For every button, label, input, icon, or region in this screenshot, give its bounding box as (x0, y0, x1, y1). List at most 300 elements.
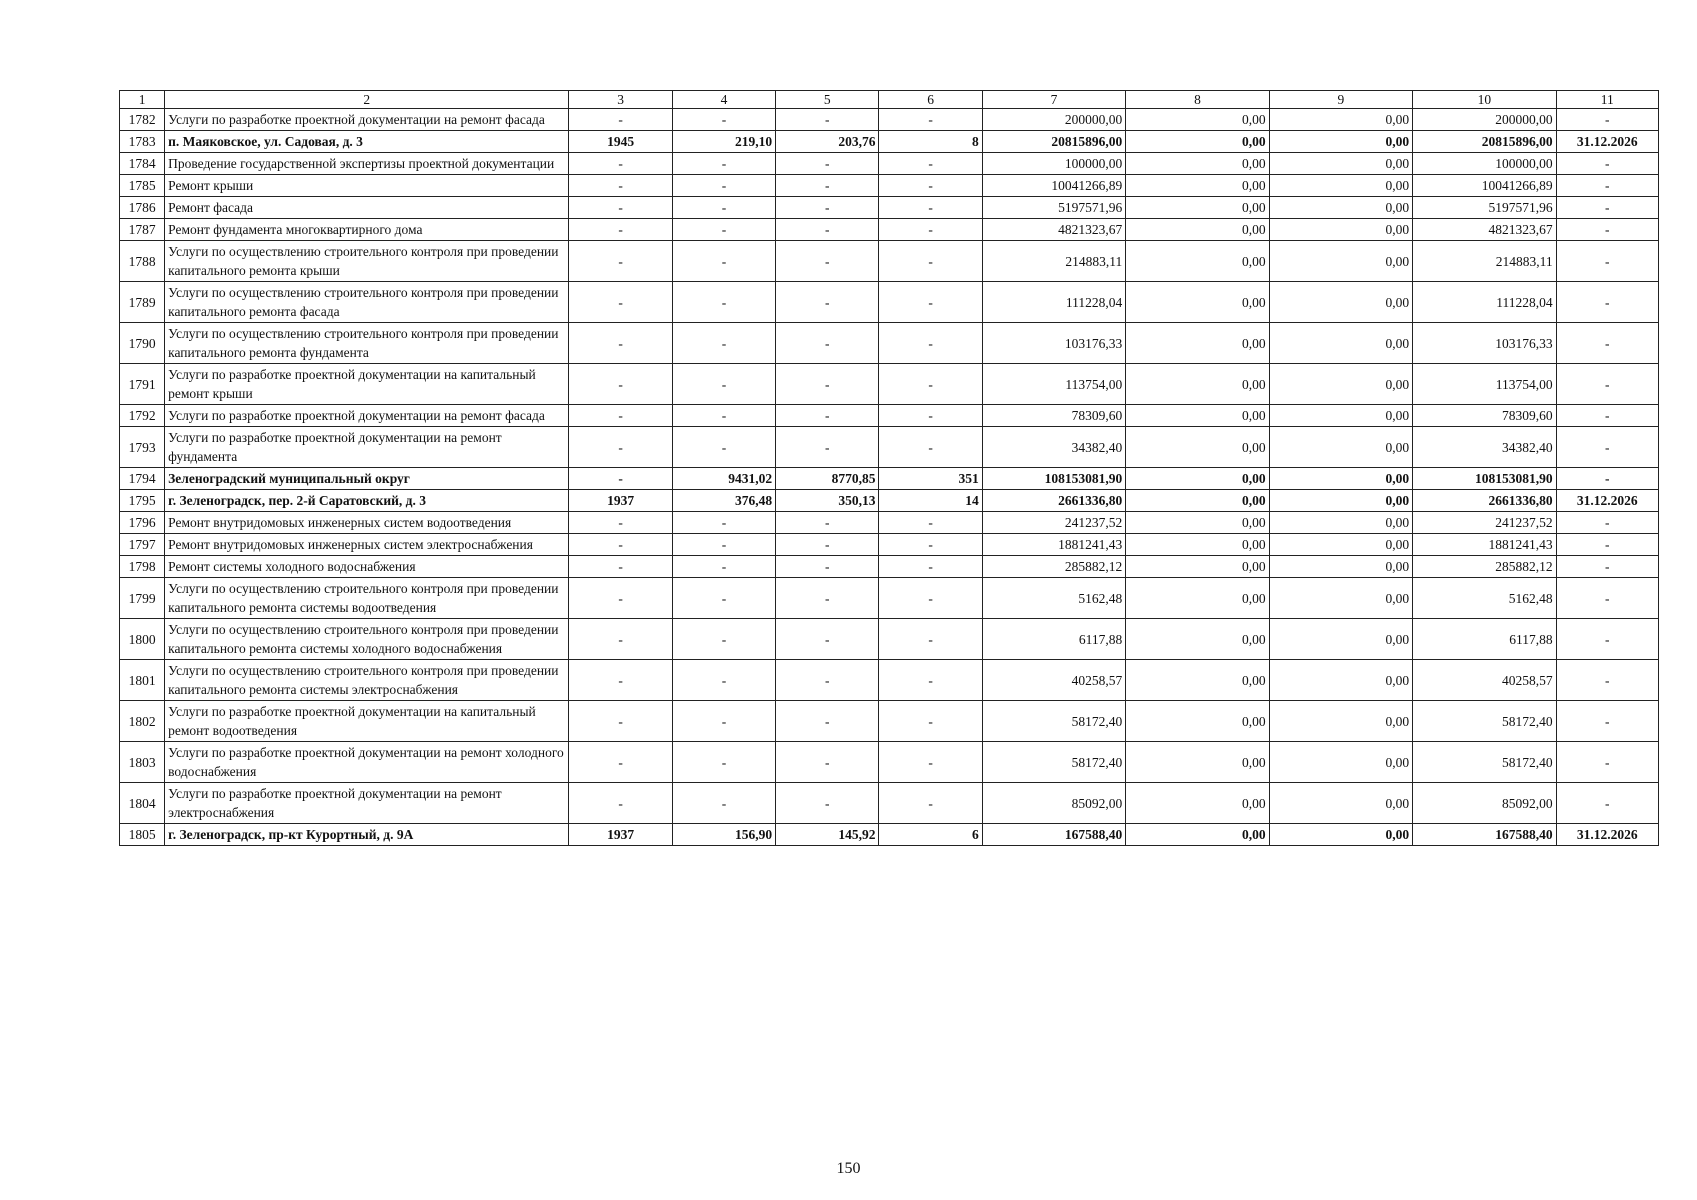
residents-cell: - (879, 660, 982, 701)
fund-support-cell: 0,00 (1126, 468, 1269, 490)
living-area-cell: 203,76 (776, 131, 879, 153)
owner-funds-cell: 113754,00 (1413, 364, 1556, 405)
table-row (120, 175, 1659, 197)
living-area-cell: - (776, 153, 879, 175)
table-row (120, 742, 1659, 783)
row-number-cell: 1796 (120, 512, 165, 534)
completion-date-cell: 31.12.2026 (1556, 824, 1658, 846)
completion-date-cell: - (1556, 701, 1658, 742)
owner-funds-cell: 200000,00 (1413, 109, 1556, 131)
residents-cell: - (879, 109, 982, 131)
row-number-cell: 1797 (120, 534, 165, 556)
owner-funds-cell: 34382,40 (1413, 427, 1556, 468)
total-area-cell: - (672, 578, 775, 619)
year-built-cell: - (569, 468, 672, 490)
total-cost-cell: 2661336,80 (982, 490, 1125, 512)
work-name-cell: Услуги по разработке проектной документации на ремонт фасада (165, 109, 569, 131)
budget-funds-cell: 0,00 (1269, 468, 1412, 490)
table-row (120, 405, 1659, 427)
total-area-cell: - (672, 742, 775, 783)
total-cost-cell: 6117,88 (982, 619, 1125, 660)
residents-cell: - (879, 427, 982, 468)
total-area-cell: - (672, 427, 775, 468)
row-number-cell: 1800 (120, 619, 165, 660)
budget-funds-cell: 0,00 (1269, 241, 1412, 282)
year-built-cell: 1937 (569, 490, 672, 512)
table-row (120, 556, 1659, 578)
owner-funds-cell: 20815896,00 (1413, 131, 1556, 153)
total-cost-cell: 200000,00 (982, 109, 1125, 131)
table-row (120, 131, 1659, 153)
budget-funds-cell: 0,00 (1269, 197, 1412, 219)
header-cell: 9 (1269, 91, 1412, 109)
year-built-cell: - (569, 197, 672, 219)
owner-funds-cell: 111228,04 (1413, 282, 1556, 323)
completion-date-cell: - (1556, 197, 1658, 219)
year-built-cell: - (569, 512, 672, 534)
header-cell: 1 (120, 91, 165, 109)
completion-date-cell: - (1556, 534, 1658, 556)
completion-date-cell: - (1556, 364, 1658, 405)
fund-support-cell: 0,00 (1126, 512, 1269, 534)
residents-cell: - (879, 742, 982, 783)
residents-cell: - (879, 534, 982, 556)
header-cell: 4 (672, 91, 775, 109)
owner-funds-cell: 285882,12 (1413, 556, 1556, 578)
total-area-cell: - (672, 153, 775, 175)
total-area-cell: - (672, 323, 775, 364)
total-area-cell: - (672, 197, 775, 219)
total-cost-cell: 40258,57 (982, 660, 1125, 701)
works-table (119, 90, 1659, 846)
completion-date-cell: - (1556, 323, 1658, 364)
budget-funds-cell: 0,00 (1269, 109, 1412, 131)
year-built-cell: - (569, 405, 672, 427)
fund-support-cell: 0,00 (1126, 219, 1269, 241)
total-area-cell: 9431,02 (672, 468, 775, 490)
budget-funds-cell: 0,00 (1269, 578, 1412, 619)
row-number-cell: 1786 (120, 197, 165, 219)
total-area-cell: - (672, 534, 775, 556)
year-built-cell: - (569, 427, 672, 468)
table-row (120, 490, 1659, 512)
work-name-cell: Услуги по осуществлению строительного контроля при проведении капитального ремонта фасада (165, 282, 569, 323)
work-name-cell: Услуги по разработке проектной документации на ремонт фундамента (165, 427, 569, 468)
fund-support-cell: 0,00 (1126, 534, 1269, 556)
budget-funds-cell: 0,00 (1269, 131, 1412, 153)
year-built-cell: - (569, 783, 672, 824)
residents-cell: 8 (879, 131, 982, 153)
row-number-cell: 1792 (120, 405, 165, 427)
residents-cell: 351 (879, 468, 982, 490)
residents-cell: - (879, 323, 982, 364)
completion-date-cell: - (1556, 556, 1658, 578)
living-area-cell: - (776, 619, 879, 660)
living-area-cell: - (776, 405, 879, 427)
total-cost-cell: 78309,60 (982, 405, 1125, 427)
year-built-cell: - (569, 556, 672, 578)
owner-funds-cell: 5162,48 (1413, 578, 1556, 619)
budget-funds-cell: 0,00 (1269, 534, 1412, 556)
budget-funds-cell: 0,00 (1269, 323, 1412, 364)
completion-date-cell: - (1556, 427, 1658, 468)
fund-support-cell: 0,00 (1126, 197, 1269, 219)
work-name-cell: Услуги по разработке проектной документации на капитальный ремонт водоотведения (165, 701, 569, 742)
row-number-cell: 1804 (120, 783, 165, 824)
total-cost-cell: 34382,40 (982, 427, 1125, 468)
owner-funds-cell: 40258,57 (1413, 660, 1556, 701)
total-cost-cell: 4821323,67 (982, 219, 1125, 241)
living-area-cell: 8770,85 (776, 468, 879, 490)
living-area-cell: - (776, 783, 879, 824)
budget-funds-cell: 0,00 (1269, 490, 1412, 512)
total-cost-cell: 113754,00 (982, 364, 1125, 405)
fund-support-cell: 0,00 (1126, 282, 1269, 323)
fund-support-cell: 0,00 (1126, 701, 1269, 742)
table-row (120, 534, 1659, 556)
residents-cell: - (879, 175, 982, 197)
budget-funds-cell: 0,00 (1269, 427, 1412, 468)
budget-funds-cell: 0,00 (1269, 405, 1412, 427)
year-built-cell: - (569, 619, 672, 660)
budget-funds-cell: 0,00 (1269, 175, 1412, 197)
total-area-cell: - (672, 241, 775, 282)
row-number-cell: 1784 (120, 153, 165, 175)
total-area-cell: - (672, 660, 775, 701)
table-row (120, 427, 1659, 468)
row-number-cell: 1789 (120, 282, 165, 323)
total-cost-cell: 167588,40 (982, 824, 1125, 846)
completion-date-cell: - (1556, 153, 1658, 175)
row-number-cell: 1785 (120, 175, 165, 197)
work-name-cell: Ремонт внутридомовых инженерных систем электроснабжения (165, 534, 569, 556)
living-area-cell: - (776, 364, 879, 405)
budget-funds-cell: 0,00 (1269, 282, 1412, 323)
completion-date-cell: - (1556, 578, 1658, 619)
year-built-cell: - (569, 175, 672, 197)
table-row (120, 153, 1659, 175)
total-cost-cell: 85092,00 (982, 783, 1125, 824)
completion-date-cell: 31.12.2026 (1556, 131, 1658, 153)
header-cell: 7 (982, 91, 1125, 109)
completion-date-cell: - (1556, 742, 1658, 783)
living-area-cell: - (776, 323, 879, 364)
residents-cell: 14 (879, 490, 982, 512)
row-number-cell: 1783 (120, 131, 165, 153)
owner-funds-cell: 6117,88 (1413, 619, 1556, 660)
total-area-cell: - (672, 364, 775, 405)
table-row (120, 578, 1659, 619)
fund-support-cell: 0,00 (1126, 109, 1269, 131)
year-built-cell: - (569, 282, 672, 323)
residents-cell: - (879, 197, 982, 219)
residents-cell: - (879, 783, 982, 824)
completion-date-cell: - (1556, 512, 1658, 534)
residents-cell: - (879, 364, 982, 405)
total-area-cell: - (672, 619, 775, 660)
residents-cell: - (879, 219, 982, 241)
owner-funds-cell: 1881241,43 (1413, 534, 1556, 556)
total-cost-cell: 111228,04 (982, 282, 1125, 323)
completion-date-cell: - (1556, 282, 1658, 323)
fund-support-cell: 0,00 (1126, 619, 1269, 660)
residents-cell: 6 (879, 824, 982, 846)
year-built-cell: - (569, 660, 672, 701)
table-row (120, 512, 1659, 534)
fund-support-cell: 0,00 (1126, 427, 1269, 468)
total-cost-cell: 214883,11 (982, 241, 1125, 282)
owner-funds-cell: 100000,00 (1413, 153, 1556, 175)
fund-support-cell: 0,00 (1126, 241, 1269, 282)
work-name-cell: г. Зеленоградск, пер. 2-й Саратовский, д. 3 (165, 490, 569, 512)
fund-support-cell: 0,00 (1126, 323, 1269, 364)
page-number: 150 (836, 1160, 861, 1177)
work-name-cell: Услуги по осуществлению строительного контроля при проведении капитального ремонта системы водоотведения (165, 578, 569, 619)
completion-date-cell: - (1556, 405, 1658, 427)
work-name-cell: Услуги по осуществлению строительного контроля при проведении капитального ремонта системы холодного водоснабжения (165, 619, 569, 660)
total-area-cell: 219,10 (672, 131, 775, 153)
header-cell: 8 (1126, 91, 1269, 109)
work-name-cell: Услуги по разработке проектной документации на ремонт холодного водоснабжения (165, 742, 569, 783)
fund-support-cell: 0,00 (1126, 660, 1269, 701)
row-number-cell: 1805 (120, 824, 165, 846)
residents-cell: - (879, 405, 982, 427)
living-area-cell: - (776, 534, 879, 556)
completion-date-cell: - (1556, 109, 1658, 131)
row-number-cell: 1803 (120, 742, 165, 783)
total-area-cell: - (672, 783, 775, 824)
table-row (120, 824, 1659, 846)
total-cost-cell: 285882,12 (982, 556, 1125, 578)
row-number-cell: 1802 (120, 701, 165, 742)
year-built-cell: 1945 (569, 131, 672, 153)
residents-cell: - (879, 512, 982, 534)
row-number-cell: 1795 (120, 490, 165, 512)
total-cost-cell: 10041266,89 (982, 175, 1125, 197)
work-name-cell: Ремонт внутридомовых инженерных систем водоотведения (165, 512, 569, 534)
fund-support-cell: 0,00 (1126, 405, 1269, 427)
header-cell: 2 (165, 91, 569, 109)
work-name-cell: Услуги по разработке проектной документации на ремонт фасада (165, 405, 569, 427)
owner-funds-cell: 58172,40 (1413, 701, 1556, 742)
total-area-cell: - (672, 701, 775, 742)
living-area-cell: 350,13 (776, 490, 879, 512)
fund-support-cell: 0,00 (1126, 556, 1269, 578)
total-cost-cell: 20815896,00 (982, 131, 1125, 153)
fund-support-cell: 0,00 (1126, 490, 1269, 512)
work-name-cell: Проведение государственной экспертизы проектной документации (165, 153, 569, 175)
work-name-cell: Услуги по разработке проектной документации на капитальный ремонт крыши (165, 364, 569, 405)
work-name-cell: Услуги по осуществлению строительного контроля при проведении капитального ремонта фундамента (165, 323, 569, 364)
budget-funds-cell: 0,00 (1269, 153, 1412, 175)
total-cost-cell: 1881241,43 (982, 534, 1125, 556)
work-name-cell: Услуги по осуществлению строительного контроля при проведении капитального ремонта крыши (165, 241, 569, 282)
completion-date-cell: - (1556, 219, 1658, 241)
work-name-cell: г. Зеленоградск, пр-кт Курортный, д. 9А (165, 824, 569, 846)
living-area-cell: - (776, 219, 879, 241)
budget-funds-cell: 0,00 (1269, 556, 1412, 578)
living-area-cell: - (776, 512, 879, 534)
fund-support-cell: 0,00 (1126, 364, 1269, 405)
completion-date-cell: - (1556, 619, 1658, 660)
owner-funds-cell: 5197571,96 (1413, 197, 1556, 219)
total-cost-cell: 5197571,96 (982, 197, 1125, 219)
living-area-cell: - (776, 241, 879, 282)
completion-date-cell: 31.12.2026 (1556, 490, 1658, 512)
owner-funds-cell: 4821323,67 (1413, 219, 1556, 241)
total-cost-cell: 58172,40 (982, 742, 1125, 783)
work-name-cell: Зеленоградский муниципальный округ (165, 468, 569, 490)
row-number-cell: 1791 (120, 364, 165, 405)
table-body (120, 109, 1659, 846)
fund-support-cell: 0,00 (1126, 131, 1269, 153)
budget-funds-cell: 0,00 (1269, 512, 1412, 534)
budget-funds-cell: 0,00 (1269, 619, 1412, 660)
header-cell: 11 (1556, 91, 1658, 109)
total-cost-cell: 58172,40 (982, 701, 1125, 742)
owner-funds-cell: 10041266,89 (1413, 175, 1556, 197)
fund-support-cell: 0,00 (1126, 742, 1269, 783)
work-name-cell: Услуги по осуществлению строительного контроля при проведении капитального ремонта системы электроснабжения (165, 660, 569, 701)
row-number-cell: 1798 (120, 556, 165, 578)
work-name-cell: п. Маяковское, ул. Садовая, д. 3 (165, 131, 569, 153)
owner-funds-cell: 167588,40 (1413, 824, 1556, 846)
row-number-cell: 1794 (120, 468, 165, 490)
completion-date-cell: - (1556, 468, 1658, 490)
fund-support-cell: 0,00 (1126, 578, 1269, 619)
total-area-cell: 156,90 (672, 824, 775, 846)
work-name-cell: Ремонт фундамента многоквартирного дома (165, 219, 569, 241)
year-built-cell: - (569, 241, 672, 282)
completion-date-cell: - (1556, 783, 1658, 824)
table-row (120, 468, 1659, 490)
year-built-cell: - (569, 219, 672, 241)
row-number-cell: 1793 (120, 427, 165, 468)
year-built-cell: - (569, 578, 672, 619)
completion-date-cell: - (1556, 660, 1658, 701)
column-number-row (120, 91, 1659, 109)
table-row (120, 660, 1659, 701)
table-row (120, 619, 1659, 660)
total-cost-cell: 103176,33 (982, 323, 1125, 364)
table-row (120, 282, 1659, 323)
work-name-cell: Услуги по разработке проектной документации на ремонт электроснабжения (165, 783, 569, 824)
year-built-cell: 1937 (569, 824, 672, 846)
fund-support-cell: 0,00 (1126, 783, 1269, 824)
total-cost-cell: 5162,48 (982, 578, 1125, 619)
residents-cell: - (879, 153, 982, 175)
fund-support-cell: 0,00 (1126, 153, 1269, 175)
total-area-cell: - (672, 175, 775, 197)
fund-support-cell: 0,00 (1126, 824, 1269, 846)
completion-date-cell: - (1556, 175, 1658, 197)
residents-cell: - (879, 556, 982, 578)
total-area-cell: - (672, 512, 775, 534)
total-area-cell: 376,48 (672, 490, 775, 512)
header-cell: 6 (879, 91, 982, 109)
header-cell: 5 (776, 91, 879, 109)
owner-funds-cell: 108153081,90 (1413, 468, 1556, 490)
table-row (120, 197, 1659, 219)
table-row (120, 241, 1659, 282)
year-built-cell: - (569, 742, 672, 783)
budget-funds-cell: 0,00 (1269, 701, 1412, 742)
residents-cell: - (879, 578, 982, 619)
living-area-cell: - (776, 660, 879, 701)
living-area-cell: - (776, 197, 879, 219)
living-area-cell: - (776, 175, 879, 197)
total-area-cell: - (672, 282, 775, 323)
header-cell: 3 (569, 91, 672, 109)
work-name-cell: Ремонт фасада (165, 197, 569, 219)
residents-cell: - (879, 701, 982, 742)
table-row (120, 109, 1659, 131)
owner-funds-cell: 85092,00 (1413, 783, 1556, 824)
year-built-cell: - (569, 364, 672, 405)
table-row (120, 364, 1659, 405)
total-cost-cell: 100000,00 (982, 153, 1125, 175)
work-name-cell: Ремонт системы холодного водоснабжения (165, 556, 569, 578)
living-area-cell: - (776, 282, 879, 323)
year-built-cell: - (569, 323, 672, 364)
residents-cell: - (879, 619, 982, 660)
owner-funds-cell: 214883,11 (1413, 241, 1556, 282)
year-built-cell: - (569, 153, 672, 175)
owner-funds-cell: 78309,60 (1413, 405, 1556, 427)
header-cell: 10 (1413, 91, 1556, 109)
row-number-cell: 1790 (120, 323, 165, 364)
total-area-cell: - (672, 556, 775, 578)
year-built-cell: - (569, 109, 672, 131)
living-area-cell: - (776, 556, 879, 578)
budget-funds-cell: 0,00 (1269, 364, 1412, 405)
total-area-cell: - (672, 219, 775, 241)
budget-funds-cell: 0,00 (1269, 783, 1412, 824)
budget-funds-cell: 0,00 (1269, 824, 1412, 846)
budget-funds-cell: 0,00 (1269, 660, 1412, 701)
row-number-cell: 1788 (120, 241, 165, 282)
living-area-cell: - (776, 578, 879, 619)
living-area-cell: - (776, 742, 879, 783)
owner-funds-cell: 103176,33 (1413, 323, 1556, 364)
residents-cell: - (879, 241, 982, 282)
work-name-cell: Ремонт крыши (165, 175, 569, 197)
living-area-cell: - (776, 109, 879, 131)
owner-funds-cell: 241237,52 (1413, 512, 1556, 534)
table-row (120, 783, 1659, 824)
year-built-cell: - (569, 534, 672, 556)
living-area-cell: - (776, 701, 879, 742)
living-area-cell: - (776, 427, 879, 468)
total-cost-cell: 241237,52 (982, 512, 1125, 534)
budget-funds-cell: 0,00 (1269, 742, 1412, 783)
row-number-cell: 1799 (120, 578, 165, 619)
residents-cell: - (879, 282, 982, 323)
row-number-cell: 1782 (120, 109, 165, 131)
table-row (120, 323, 1659, 364)
completion-date-cell: - (1556, 241, 1658, 282)
fund-support-cell: 0,00 (1126, 175, 1269, 197)
living-area-cell: 145,92 (776, 824, 879, 846)
total-cost-cell: 108153081,90 (982, 468, 1125, 490)
budget-funds-cell: 0,00 (1269, 219, 1412, 241)
table-row (120, 701, 1659, 742)
owner-funds-cell: 58172,40 (1413, 742, 1556, 783)
row-number-cell: 1787 (120, 219, 165, 241)
year-built-cell: - (569, 701, 672, 742)
total-area-cell: - (672, 109, 775, 131)
owner-funds-cell: 2661336,80 (1413, 490, 1556, 512)
